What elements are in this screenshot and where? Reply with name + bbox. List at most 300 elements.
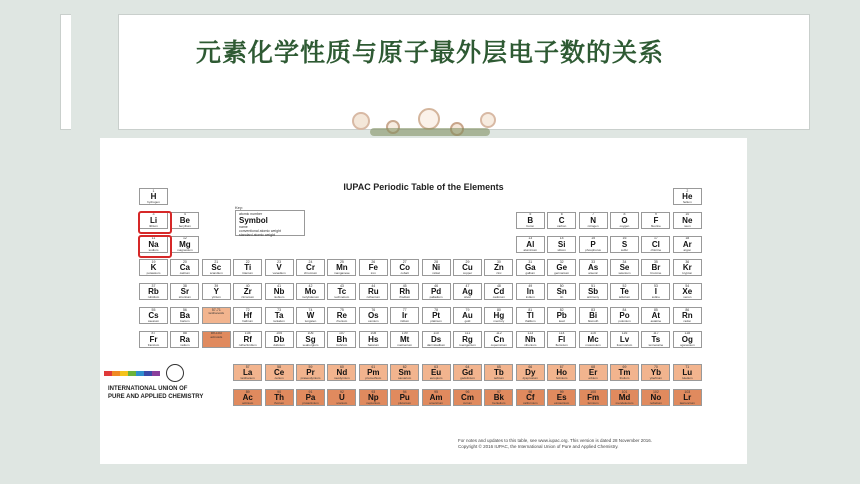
element-symbol: Ar <box>682 239 692 249</box>
element-cell-Hs <box>359 331 388 348</box>
strip-segment <box>112 371 120 376</box>
element-cell-Bh <box>327 331 356 348</box>
element-symbol: Kr <box>682 263 692 273</box>
element-cell-Pb <box>547 307 576 324</box>
element-symbol: Fm <box>587 393 600 402</box>
element-name: calcium <box>179 271 190 276</box>
element-symbol: Pb <box>556 311 567 320</box>
atomic-number: 68 <box>591 364 596 369</box>
atomic-number: 11 <box>151 236 156 241</box>
element-cell-Nh <box>516 331 545 348</box>
atomic-number: 83 <box>591 307 596 312</box>
strip-segment <box>120 371 128 376</box>
element-name: bohrium <box>336 342 348 347</box>
element-symbol: Cm <box>461 393 474 402</box>
element-symbol: Bk <box>493 393 504 402</box>
element-name: uranium <box>336 401 348 405</box>
key-name: name <box>239 225 248 229</box>
atomic-number: 32 <box>559 259 564 264</box>
element-name: moscovium <box>585 342 601 347</box>
element-cell-Ho <box>547 364 576 381</box>
atomic-number: 105 <box>276 331 283 336</box>
element-name: darmstadtium <box>427 342 446 347</box>
iupac-name-line-2: PURE AND APPLIED CHEMISTRY <box>108 393 204 400</box>
element-name: silicon <box>557 247 566 252</box>
element-name: nitrogen <box>587 223 599 228</box>
element-symbol: Pt <box>432 311 441 320</box>
element-cell-Xe <box>673 283 702 300</box>
element-name: zirconium <box>241 295 255 300</box>
atomic-number: 45 <box>402 283 407 288</box>
element-name: iridium <box>400 319 410 323</box>
element-cell-Pr <box>296 364 325 381</box>
element-name: neodymium <box>334 376 350 380</box>
element-symbol: Zr <box>243 287 252 297</box>
element-cell-He <box>673 188 702 205</box>
element-name: hydrogen <box>147 200 160 204</box>
element-symbol: Lu <box>682 368 693 377</box>
element-symbol: F <box>653 215 659 225</box>
atomic-number: 10 <box>685 212 690 217</box>
element-cell-Pm <box>359 364 388 381</box>
element-name: tantalum <box>273 319 285 323</box>
element-symbol: Mn <box>336 263 348 273</box>
element-symbol: Dy <box>525 368 536 377</box>
element-cell-Bi <box>579 307 608 324</box>
element-name: barium <box>180 319 190 323</box>
atomic-number: 57 <box>245 364 250 369</box>
atomic-number: 84 <box>622 307 627 312</box>
element-name: manganese <box>334 271 350 276</box>
element-cell-Tl <box>516 307 545 324</box>
element-cell-Zr <box>233 283 262 300</box>
element-symbol: Li <box>149 215 158 225</box>
atomic-number: 101 <box>621 389 628 394</box>
element-cell-N <box>579 212 608 229</box>
element-name: carbon <box>557 223 567 228</box>
element-cell-Pu <box>390 389 419 406</box>
element-symbol: P <box>590 239 596 249</box>
atomic-number: 75 <box>339 307 344 312</box>
element-symbol: Rf <box>243 334 252 344</box>
atomic-number: 50 <box>559 283 564 288</box>
element-cell-Cu <box>453 259 482 276</box>
key-conventional-weight: conventional atomic weight <box>239 229 282 233</box>
element-cell-Og <box>673 331 702 348</box>
element-symbol: I <box>654 287 657 297</box>
element-name: palladium <box>429 295 443 300</box>
element-cell-Sc <box>202 259 231 276</box>
atomic-number: 51 <box>591 283 596 288</box>
atomic-number: 98 <box>528 389 533 394</box>
element-symbol: Ge <box>556 263 568 273</box>
element-symbol: La <box>243 368 253 377</box>
element-cell-Cd <box>484 283 513 300</box>
element-name: iron <box>370 271 376 276</box>
element-symbol: Na <box>148 239 159 249</box>
element-name: flerovium <box>555 342 568 347</box>
element-symbol: Sg <box>305 334 316 344</box>
atomic-number: 23 <box>277 259 282 264</box>
element-name: rhenium <box>336 319 348 323</box>
element-cell-Lv <box>610 331 639 348</box>
element-name: nobelium <box>649 401 662 405</box>
key-atomic-number: atomic number <box>239 212 263 216</box>
element-cell-Rf <box>233 331 262 348</box>
element-name: tin <box>560 295 564 300</box>
element-symbol: Hs <box>368 334 379 344</box>
element-name: argon <box>683 247 692 252</box>
atomic-number: 3 <box>152 212 155 217</box>
atomic-number: 103 <box>684 389 691 394</box>
element-symbol: Ra <box>179 334 190 344</box>
element-symbol: Yb <box>650 368 661 377</box>
element-name: titanium <box>242 271 253 276</box>
atomic-number: 34 <box>622 259 627 264</box>
element-name: californium <box>523 401 538 405</box>
element-name: mercury <box>493 319 505 323</box>
atomic-number: 118 <box>684 331 691 336</box>
strip-segment <box>152 371 160 376</box>
element-cell-Ag <box>453 283 482 300</box>
atomic-number: 5 <box>529 212 532 217</box>
element-name: scandium <box>209 271 223 276</box>
element-symbol: Db <box>273 334 285 344</box>
atomic-number: 62 <box>402 364 407 369</box>
key-standard-weight: standard atomic weight <box>239 233 275 237</box>
atomic-number: 64 <box>465 364 470 369</box>
element-name: lanthanum <box>240 376 255 380</box>
element-symbol: Hf <box>243 311 252 320</box>
element-cell-Te <box>610 283 639 300</box>
element-cell-No <box>641 389 670 406</box>
element-symbol: Ni <box>432 263 441 273</box>
atomic-number: 46 <box>434 283 439 288</box>
element-cell-Hf <box>233 307 262 324</box>
element-symbol: Tc <box>337 287 347 297</box>
element-symbol: Ga <box>524 263 536 273</box>
element-cell-Pa <box>296 389 325 406</box>
element-cell-Mn <box>327 259 356 276</box>
element-cell-C <box>547 212 576 229</box>
key-label: Key: <box>235 205 244 210</box>
element-symbol: Fr <box>149 334 158 344</box>
element-name: thulium <box>619 376 630 380</box>
element-symbol: Pm <box>367 368 380 377</box>
element-symbol: Bi <box>589 311 598 320</box>
element-cell-Ar <box>673 236 702 253</box>
element-name: cobalt <box>400 271 409 276</box>
element-name: iodine <box>651 295 660 300</box>
element-symbol: W <box>306 311 315 320</box>
element-name: lead <box>558 319 565 323</box>
element-name: ytterbium <box>649 376 663 380</box>
element-cell-Ta <box>265 307 294 324</box>
element-cell-Sn <box>547 283 576 300</box>
element-symbol: Po <box>619 311 630 320</box>
atomic-number: 53 <box>653 283 658 288</box>
element-cell-Re <box>327 307 356 324</box>
element-symbol: Er <box>588 368 598 377</box>
element-name: tennessine <box>648 342 664 347</box>
footnote-line-2: Copyright © 2016 IUPAC, the International Union of Pure and Applied Chemistry. <box>458 444 619 449</box>
element-symbol: Ta <box>274 311 284 320</box>
element-name: yttrium <box>211 295 221 300</box>
element-name: actinoids <box>210 334 223 339</box>
atomic-number: 71 <box>685 364 690 369</box>
element-symbol: Nd <box>336 368 348 377</box>
element-name: hafnium <box>242 319 254 323</box>
atomic-number: 18 <box>685 236 690 241</box>
atomic-number: 94 <box>402 389 407 394</box>
element-cell-Pd <box>422 283 451 300</box>
element-name: cerium <box>274 376 284 380</box>
element-cell-W <box>296 307 325 324</box>
element-name: mendelevium <box>615 401 634 405</box>
atomic-number: 33 <box>591 259 596 264</box>
element-cell-Eu <box>422 364 451 381</box>
element-name: meitnerium <box>397 342 413 347</box>
atomic-number: 43 <box>339 283 344 288</box>
element-cell-Ac <box>233 389 262 406</box>
atomic-number: 9 <box>654 212 657 217</box>
atomic-number: 61 <box>371 364 376 369</box>
atomic-number: 100 <box>590 389 597 394</box>
element-cell-Ds <box>422 331 451 348</box>
element-cell-B <box>516 212 545 229</box>
iupac-name <box>108 386 226 401</box>
element-symbol: S <box>621 239 628 249</box>
element-cell-Er <box>579 364 608 381</box>
atomic-number: 27 <box>402 259 407 264</box>
element-name: thorium <box>274 401 285 405</box>
element-name: helium <box>682 200 692 204</box>
element-symbol: Eu <box>430 368 442 377</box>
element-name: selenium <box>618 271 631 276</box>
element-name: radium <box>180 342 190 347</box>
element-cell-Ni <box>422 259 451 276</box>
atomic-number: 102 <box>652 389 659 394</box>
atomic-number: 88 <box>182 331 187 336</box>
atomic-number: 47 <box>465 283 470 288</box>
atomic-number: 58 <box>277 364 282 369</box>
element-symbol: Cd <box>493 287 505 297</box>
element-name: oxygen <box>619 223 630 228</box>
atomic-number: 90 <box>277 389 282 394</box>
element-cell-Dy <box>516 364 545 381</box>
atomic-number: 59 <box>308 364 313 369</box>
element-cell-Sr <box>170 283 199 300</box>
atomic-number: 49 <box>528 283 533 288</box>
atomic-number: 25 <box>339 259 344 264</box>
element-name: hassium <box>367 342 379 347</box>
element-cell-Cs <box>139 307 168 324</box>
element-name: neptunium <box>366 401 381 405</box>
element-name: molybdenum <box>301 295 320 300</box>
atomic-number: 107 <box>338 331 345 336</box>
element-cell-Cf <box>516 389 545 406</box>
atomic-number: 42 <box>308 283 313 288</box>
title-accent-bar <box>60 14 71 130</box>
element-symbol: Zn <box>494 263 504 273</box>
element-name: niobium <box>273 295 285 300</box>
element-name: indium <box>525 295 535 300</box>
atomic-number: 73 <box>277 307 282 312</box>
element-cell-Yb <box>641 364 670 381</box>
element-symbol: Xe <box>682 287 693 297</box>
atomic-number: 99 <box>559 389 564 394</box>
element-name: protactinium <box>302 401 319 405</box>
element-symbol: Mt <box>400 334 410 344</box>
atomic-number: 115 <box>590 331 596 336</box>
atomic-number: 8 <box>623 212 626 217</box>
element-symbol: Mg <box>179 239 191 249</box>
element-name: radon <box>683 319 692 323</box>
element-name: bromine <box>650 271 662 276</box>
atomic-number: 116 <box>621 331 628 336</box>
element-cell-Br <box>641 259 670 276</box>
atomic-number: 29 <box>465 259 470 264</box>
strip-segment <box>136 371 144 376</box>
element-name: osmium <box>368 319 379 323</box>
element-name: silver <box>463 295 471 300</box>
element-name: promethium <box>365 376 382 380</box>
atomic-number: 17 <box>653 236 658 241</box>
element-cell-Db <box>265 331 294 348</box>
highlight-sodium <box>138 235 172 258</box>
atomic-number: 67 <box>559 364 564 369</box>
element-name: thallium <box>525 319 536 323</box>
element-cell-Be <box>170 212 199 229</box>
element-name: antimony <box>587 295 600 300</box>
atomic-number: 87 <box>151 331 156 336</box>
atomic-number: 109 <box>401 331 408 336</box>
element-symbol: Am <box>429 393 443 402</box>
element-name: zinc <box>496 271 502 276</box>
element-symbol: Si <box>557 239 566 249</box>
element-name: dysprosium <box>522 376 538 380</box>
element-cell-Cr <box>296 259 325 276</box>
element-cell-As <box>579 259 608 276</box>
element-name: praseodymium <box>300 376 321 380</box>
atomic-number: 80 <box>496 307 501 312</box>
atomic-number: 65 <box>496 364 501 369</box>
element-symbol: Mc <box>587 334 599 344</box>
element-symbol: H <box>150 192 157 201</box>
element-name: lithium <box>149 223 158 228</box>
element-name: rhodium <box>399 295 411 300</box>
atomic-number: 56 <box>182 307 187 312</box>
element-cell-Se <box>610 259 639 276</box>
atomic-number: 6 <box>560 212 563 217</box>
element-symbol: Ac <box>242 393 253 402</box>
element-name: technetium <box>334 295 350 300</box>
element-name: europium <box>429 376 443 380</box>
element-symbol: Rn <box>681 311 693 320</box>
element-symbol: Lr <box>683 393 692 402</box>
element-symbol: Sc <box>211 263 222 273</box>
element-name: lutetium <box>682 376 693 380</box>
element-symbol: Mo <box>304 287 317 297</box>
atomic-number: 89-103 <box>210 331 222 336</box>
atomic-number: 110 <box>433 331 439 336</box>
atomic-number: 44 <box>371 283 376 288</box>
atomic-number: 104 <box>244 331 251 336</box>
element-cell-Hg <box>484 307 513 324</box>
element-name: nihonium <box>524 342 537 347</box>
element-symbol: Np <box>367 393 379 402</box>
element-symbol: Ce <box>273 368 285 377</box>
element-name: chlorine <box>650 247 662 252</box>
element-cell-Mo <box>296 283 325 300</box>
atomic-number: 21 <box>214 259 219 264</box>
element-cell-Cm <box>453 389 482 406</box>
element-cell-Mc <box>579 331 608 348</box>
element-cell-Pt <box>422 307 451 324</box>
atomic-number: 4 <box>183 212 186 217</box>
periodic-table-image <box>100 138 747 464</box>
atomic-number: 60 <box>339 364 344 369</box>
element-cell-Al <box>516 236 545 253</box>
element-symbol: O <box>621 215 628 225</box>
atomic-number: 113 <box>527 331 534 336</box>
element-name: rubidium <box>147 295 160 300</box>
atomic-number: 14 <box>559 236 564 241</box>
element-name: terbium <box>493 376 504 380</box>
element-symbol: Og <box>681 334 693 344</box>
element-name: fluorine <box>650 223 661 228</box>
element-symbol: Tl <box>526 311 534 320</box>
element-symbol: Re <box>336 311 347 320</box>
element-symbol: Sn <box>556 287 567 297</box>
element-name: copernicium <box>490 342 507 347</box>
element-cell-Rh <box>390 283 419 300</box>
element-symbol: Fe <box>368 263 378 273</box>
element-symbol: Ne <box>682 215 693 225</box>
title-box <box>118 14 810 130</box>
element-name: seaborgium <box>302 342 319 347</box>
atomic-number: 69 <box>622 364 627 369</box>
element-symbol: Pa <box>305 393 316 402</box>
atomic-number: 114 <box>558 331 565 336</box>
element-name: tungsten <box>304 319 317 323</box>
element-name: gold <box>464 319 471 323</box>
element-name: americium <box>429 401 444 405</box>
element-cell-Ga <box>516 259 545 276</box>
atomic-number: 85 <box>653 307 658 312</box>
element-cell-Ca <box>170 259 199 276</box>
element-name: aluminium <box>523 247 538 252</box>
element-symbol: Ru <box>367 287 379 297</box>
element-symbol: C <box>558 215 565 225</box>
element-name: samarium <box>398 376 412 380</box>
element-symbol: Lv <box>619 334 630 344</box>
element-symbol: Rb <box>148 287 159 297</box>
element-name: astatine <box>650 319 662 323</box>
atomic-number: 93 <box>371 389 376 394</box>
atomic-number: 40 <box>245 283 250 288</box>
element-cell-Np <box>359 389 388 406</box>
element-cell-Gd <box>453 364 482 381</box>
element-cell-Fe <box>359 259 388 276</box>
atomic-number: 24 <box>308 259 313 264</box>
element-name: plutonium <box>398 401 412 405</box>
element-symbol: Cu <box>462 263 473 273</box>
element-name: oganesson <box>679 342 695 347</box>
atomic-number: 1 <box>152 188 155 193</box>
element-symbol: Pu <box>399 393 410 402</box>
atomic-number: 38 <box>182 283 187 288</box>
